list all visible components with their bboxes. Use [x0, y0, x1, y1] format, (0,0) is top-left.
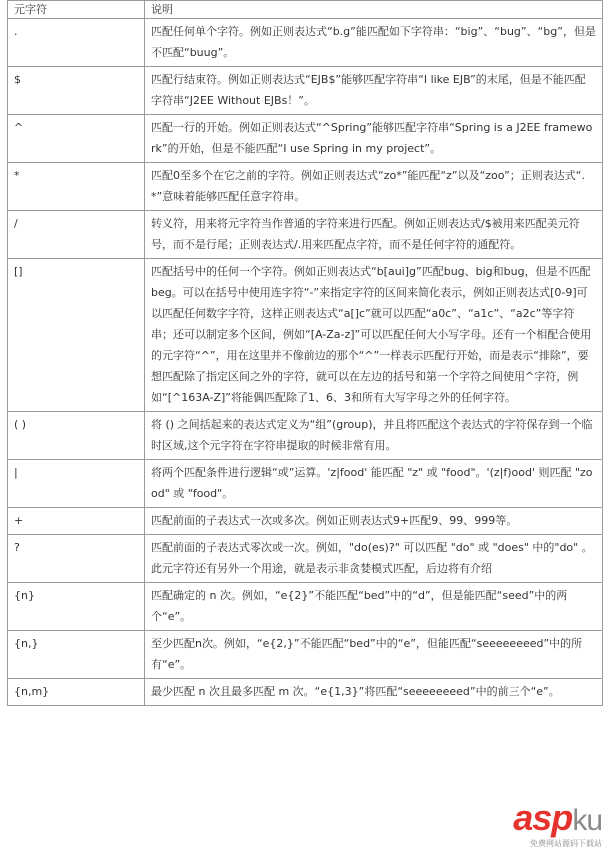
metachar-cell: + [8, 508, 145, 535]
description-cell: 匹配确定的 n 次。例如，“e{2}”不能匹配“bed”中的“d”，但是能匹配“seed”中的两个“e”。 [145, 583, 603, 631]
metachar-table [7, 0, 603, 706]
metachar-cell: {n,m} [8, 679, 145, 706]
metachar-cell: [] [8, 259, 145, 412]
metachar-cell: | [8, 460, 145, 508]
description-cell: 最少匹配 n 次且最多匹配 m 次。“e{1,3}”将匹配“seeeeeeeed”中的前三个“e”。 [145, 679, 603, 706]
table-row [8, 631, 603, 679]
description-cell: 转义符，用来将元字符当作普通的字符来进行匹配。例如正则表达式/$被用来匹配美元符号，而不是行尾；正则表达式/.用来匹配点字符，而不是任何字符的通配符。 [145, 211, 603, 259]
metachar-cell: ( ) [8, 412, 145, 460]
metachar-cell: . [8, 19, 145, 67]
description-cell: 匹配前面的子表达式一次或多次。例如正则表达式9+匹配9、99、999等。 [145, 508, 603, 535]
table-row [8, 163, 603, 211]
description-cell: 匹配括号中的任何一个字符。例如正则表达式“b[aui]g”匹配bug、big和bug，但是不匹配beg。可以在括号中使用连字符“-”来指定字符的区间来简化表示，例如正则表达式[0-9]可以匹配任何数字字符，这样正则表达式“a[]c”就可以匹配“a0c”、“a1c”、“a2c”等字符串；还可以制定多个区间，例如“[A-Za-z]”可以匹配任何大小写字母。还有一个相配合使用的元字符“^”，用在这里并不像前边的那个“^”一样表示匹配行开始，而是表示“排除”，要想匹配除了指定区间之外的字符，就可以在左边的括号和第一个字符之间使用^字符，例如“[^163A-Z]”将能偶匹配除了1、6、3和所有大写字母之外的任何字符。 [145, 259, 603, 412]
description-cell: 匹配一行的开始。例如正则表达式“^Spring”能够匹配字符串“Spring is a J2EE framework”的开始，但是不能匹配“I use Spring in my project”。 [145, 115, 603, 163]
metachar-cell: * [8, 163, 145, 211]
watermark-logo: aspku [513, 797, 602, 838]
description-cell: 匹配任何单个字符。例如正则表达式“b.g”能匹配如下字符串：“big”、“bug”、“bg”，但是不匹配“buug”。 [145, 19, 603, 67]
table-row [8, 67, 603, 115]
metachar-cell: {n} [8, 583, 145, 631]
description-cell: 匹配前面的子表达式零次或一次。例如，"do(es)?" 可以匹配 "do" 或 "does" 中的"do" 。此元字符还有另外一个用途，就是表示非贪婪模式匹配，后边将有介绍 [145, 535, 603, 583]
description-cell: 匹配0至多个在它之前的字符。例如正则表达式“zo*”能匹配“z”以及“zoo”；正则表达式“.*”意味着能够匹配任意字符串。 [145, 163, 603, 211]
header-description: 说明 [145, 1, 603, 19]
table-row [8, 211, 603, 259]
metachar-cell: $ [8, 67, 145, 115]
header-metachar: 元字符 [8, 1, 145, 19]
description-cell: 将两个匹配条件进行逻辑“或”运算。'z|food' 能匹配 "z" 或 "food"。'(z|f)ood' 则匹配 "zood" 或 "food"。 [145, 460, 603, 508]
table-row [8, 583, 603, 631]
metachar-cell: / [8, 211, 145, 259]
table-row [8, 460, 603, 508]
description-cell: 匹配行结束符。例如正则表达式“EJB$”能够匹配字符串“I like EJB”的末尾，但是不能匹配字符串“J2EE Without EJBs！”。 [145, 67, 603, 115]
table-row [8, 679, 603, 706]
table-row [8, 19, 603, 67]
metachar-cell: {n,} [8, 631, 145, 679]
metachar-cell: ^ [8, 115, 145, 163]
table-row [8, 508, 603, 535]
watermark-tagline: 免费网站源码下载站 [530, 839, 602, 848]
description-cell: 至少匹配n次。例如，“e{2,}”不能匹配“bed”中的“e”，但能匹配“seeeeeeeed”中的所有“e”。 [145, 631, 603, 679]
table-row [8, 535, 603, 583]
metachar-cell: ? [8, 535, 145, 583]
header-row [8, 1, 603, 19]
table-row [8, 412, 603, 460]
table-row [8, 115, 603, 163]
watermark [513, 797, 602, 849]
description-cell: 将 () 之间括起来的表达式定义为“组”(group)，并且将匹配这个表达式的字符保存到一个临时区域,这个元字符在字符串提取的时候非常有用。 [145, 412, 603, 460]
table-row [8, 259, 603, 412]
